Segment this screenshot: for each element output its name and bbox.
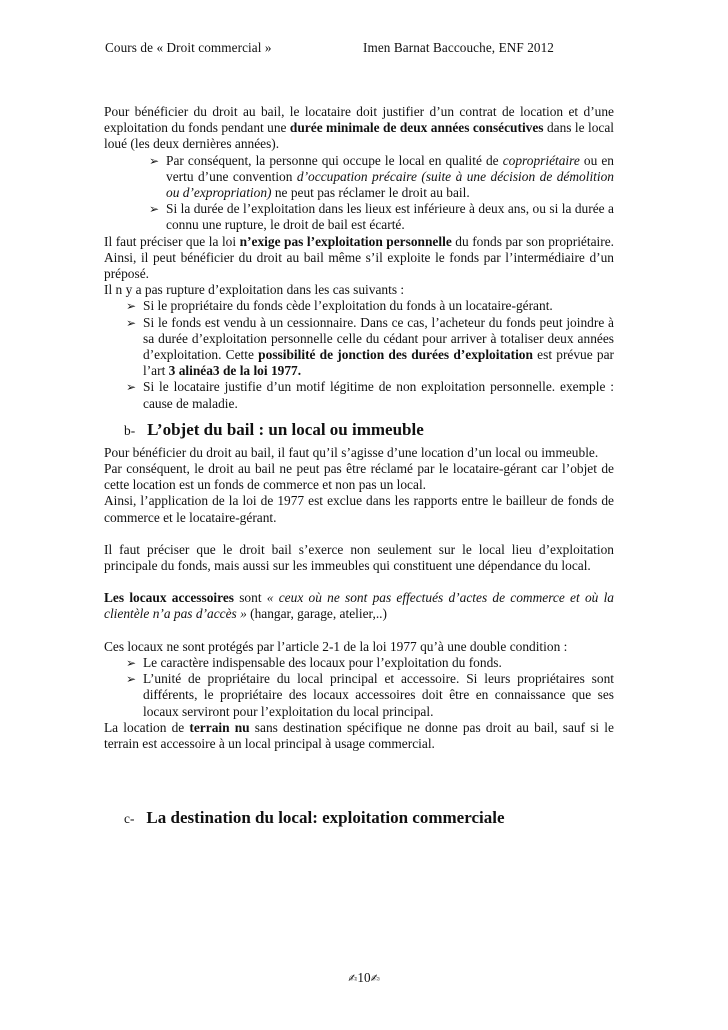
- page-number: 10: [357, 970, 371, 985]
- paragraph: [104, 234, 614, 283]
- paragraph: [104, 720, 614, 752]
- text-run: L’unité de propriétaire du local principal et accessoire. Si leurs propriétaires sont différents, le propriétaire des locaux accessoires doit être en connaissance que ses locaux serviront pour l’exploitation du local principal.: [143, 671, 614, 719]
- section-title: La destination du local: exploitation commerciale: [146, 808, 505, 828]
- arrow-bullet-icon: ➢: [149, 202, 160, 217]
- spacer: [104, 752, 614, 768]
- paragraph: Pour bénéficier du droit au bail, il faut qu’il s’agisse d’une location d’un local ou immeuble.: [104, 444, 599, 460]
- text-run: Par conséquent, la personne qui occupe le local en qualité de: [166, 152, 503, 168]
- arrow-bullet-icon: ➢: [149, 153, 160, 168]
- paragraph: [104, 104, 614, 153]
- paragraph: Ces locaux ne sont protégés par l’article 2-1 de la loi 1977 qu’à une double condition :: [104, 638, 568, 654]
- section-marker: c-: [124, 811, 135, 827]
- paragraph: Ainsi, l’application de la loi de 1977 est exclue dans les rapports entre le bailleur de fonds de commerce et le locataire-gérant.: [104, 493, 614, 525]
- spacer: [104, 526, 614, 542]
- arrow-bullet-icon: ➢: [126, 655, 137, 670]
- arrow-bullet-icon: ➢: [126, 315, 137, 330]
- bold-text: Les locaux accessoires: [104, 590, 234, 606]
- header-course-title: Cours de « Droit commercial »: [105, 40, 272, 55]
- bold-text: possibilité de jonction des durées d’exploitation: [258, 347, 533, 363]
- spacer: [104, 768, 614, 784]
- paragraph: Il faut préciser que le droit bail s’exerce non seulement sur le local lieu d’exploitation principale du fonds, mais aussi sur les immeubles qui constituent une dépendance du local.: [104, 541, 614, 574]
- bold-text: 3 alinéa3 de la loi 1977.: [168, 363, 302, 379]
- text-run: sans destination spécifique ne donne pas droit au bail, sauf si le terrain est accessoire à un local principal à usage commercial.: [104, 719, 614, 751]
- document-body: [104, 104, 614, 833]
- paragraph: Il n y a pas rupture d’exploitation dans les cas suivants :: [104, 282, 405, 298]
- spacer: [104, 784, 614, 800]
- arrow-bullet-icon: ➢: [126, 672, 137, 687]
- arrow-bullet-icon: ➢: [126, 380, 137, 395]
- text-run: Si le fonds est vendu à un cessionnaire. Dans ce cas, l’acheteur du fonds peut joindre à sa durée d’exploitation personnelle celle du cédant pour arriver à totaliser deux années d’exploitation. Cette: [143, 314, 614, 363]
- text-run: ou en vertu d’une convention: [166, 152, 614, 184]
- bullet-item: [126, 671, 614, 720]
- text-run: Si le propriétaire du fonds cède l’exploitation du fonds à un locataire-gérant.: [143, 298, 553, 314]
- italic-text: « ceux où ne sont pas effectués d’actes de commerce et où la clientèle n’a pas d’accès »: [104, 590, 614, 622]
- writing-hand-right-icon: ✍: [370, 972, 380, 985]
- italic-text: copropriétaire: [502, 152, 580, 168]
- bold-text: n’exige pas l’exploitation personnelle: [239, 233, 452, 249]
- bullet-item: [126, 298, 614, 314]
- bold-text: durée minimale de deux années consécutives: [289, 120, 544, 136]
- writing-hand-left-icon: ✍: [348, 972, 358, 985]
- spacer: [104, 623, 614, 639]
- paragraph: [104, 590, 614, 622]
- text-run: est prévue par l’art: [143, 347, 615, 379]
- italic-text: d’occupation précaire (suite à une décision de démolition ou d’expropriation): [166, 168, 614, 201]
- spacer: [104, 574, 614, 590]
- section-marker: b-: [124, 422, 136, 438]
- text-run: (hangar, garage, atelier,..): [246, 606, 387, 622]
- text-run: Pour bénéficier du droit au bail, le locataire doit justifier d’un contrat de location et d’une exploitation du fonds pendant une: [104, 104, 614, 136]
- section-heading: [124, 808, 614, 829]
- text-run: Si le locataire justifie d’un motif légitime de non exploitation personnelle. exemple : cause de maladie.: [143, 379, 614, 411]
- bold-text: terrain nu: [189, 719, 250, 735]
- bullet-item: [126, 379, 614, 411]
- arrow-bullet-icon: ➢: [126, 299, 137, 314]
- text-run: dans le local loué (les deux dernières années).: [104, 120, 615, 152]
- text-run: du fonds par son propriétaire. Ainsi, il peut bénéficier du droit au bail même s’il exploite le fonds par l’intermédiaire d’un préposé.: [104, 233, 614, 282]
- bullet-item: [126, 315, 614, 380]
- page-header: [105, 40, 625, 56]
- text-run: La location de: [104, 719, 190, 735]
- header-author: Imen Barnat Baccouche, ENF 2012: [363, 40, 554, 55]
- text-run: Si la durée de l’exploitation dans les lieux est inférieure à deux ans, ou si la durée a connu une rupture, le droit de bail est écarté.: [166, 201, 614, 233]
- text-run: Le caractère indispensable des locaux pour l’exploitation du fonds.: [143, 654, 502, 670]
- section-title: L’objet du bail : un local ou immeuble: [147, 419, 424, 439]
- page-footer: [0, 970, 728, 986]
- section-heading: [124, 420, 614, 441]
- text-run: Il faut préciser que la loi: [104, 233, 240, 249]
- bullet-item: [126, 655, 614, 671]
- text-run: ne peut pas réclamer le droit au bail.: [271, 185, 470, 201]
- text-run: sont: [233, 590, 267, 606]
- bullet-item: [149, 153, 614, 202]
- bullet-item: [149, 201, 614, 233]
- paragraph: Par conséquent, le droit au bail ne peut pas être réclamé par le locataire-gérant car l’objet de cette location est un fonds de commerce et non pas un local.: [104, 461, 614, 493]
